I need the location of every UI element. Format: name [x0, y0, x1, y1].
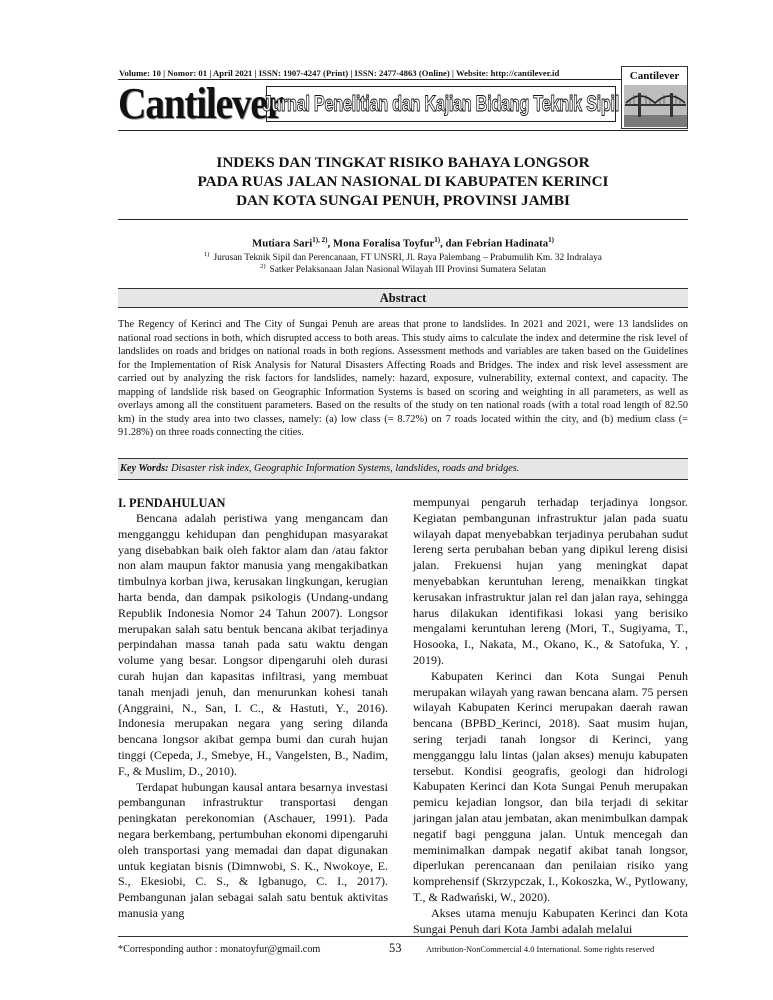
- logo-caption: Cantilever: [629, 70, 680, 82]
- masthead-title: Cantilever: [118, 79, 283, 128]
- author-name: Mona Foralisa Toyfur: [332, 237, 435, 250]
- masthead-subtitle: Jurnal Penelitian dan Kajian Bidang Teknik Sipil: [262, 91, 620, 116]
- left-column: [118, 495, 388, 922]
- journal-logo: [621, 66, 688, 129]
- bridge-icon: [624, 85, 687, 127]
- corresponding-author: *Corresponding author : monatoyfur@gmail.com: [118, 944, 321, 955]
- footer-rule: [118, 936, 688, 937]
- masthead-subtitle-box: [262, 86, 620, 122]
- page-number: 53: [389, 941, 402, 955]
- title-line: PADA RUAS JALAN NASIONAL DI KABUPATEN KERINCI: [197, 173, 609, 190]
- abstract-heading: Abstract: [118, 288, 688, 308]
- keywords-bar: [118, 458, 688, 480]
- body-paragraph: Terdapat hubungan kausal antara besarnya investasi pembangunan infrastruktur transportasi dengan peningkatan perekonomian (Aschauer, 1991). Pada negara berkembang, pertumbuhan ekonomi dipengaruhi oleh transportasi yang memadai dan dapat digunakan untuk kegiatan bisnis (Dimnwobi, S. K., Nwokoye, E. S., Ekesiobi, C. S., & Igbanugo, C. I., 2017). Pembangunan jalan sebagai salah satu bentuk aktivitas manusia yang: [118, 779, 388, 920]
- section-heading: I. PENDAHULUAN: [118, 496, 226, 510]
- abstract-text: The Regency of Kerinci and The City of Sungai Penuh are areas that prone to landslides. In 2021 and 2021, were 13 landslides on national road sections in both, which disrupted access to both areas. This study aims to calculate the index and determine the risk level of landslides on roads and bridges on national roads in both regions. Assessment methods and variables are taken based on the Guidelines for the Implementation of Risk Analysis for Natural Disasters Affecting Roads and Bridges. The index and risk level assessment are carried out by analyzing the risk factors for landslides, namely: hazard, exposure, vulnerability, external context, and capacity. The mapping of landslide risk based on Geographic Information Systems is based on scoring and weighting in all parameters, as well as overlays among all the constituent parameters. Based on the results of the study on ten national roads (with a total road length of 82.50 km) in the study area into two classes, namely: (a) low class (= 8.72%) on 7 roads located within the city, and (b) medium class (= 91.28%) on three roads connecting the cities.: [118, 319, 688, 438]
- license-note: Attribution-NonCommercial 4.0 International. Some rights reserved: [426, 945, 655, 954]
- author-sup: 1), 2): [312, 236, 328, 244]
- affiliation: [118, 263, 688, 275]
- affiliation-text: Jurusan Teknik Sipil dan Perencanaan, FT UNSRI, Jl. Raya Palembang – Prabumulih Km. 32 Indralaya: [213, 253, 602, 264]
- author-sep: ,: [327, 237, 333, 250]
- right-column: [413, 495, 688, 937]
- keywords-text: Disaster risk index, Geographic Information Systems, landslides, roads and bridges.: [171, 463, 520, 474]
- author-sep: , dan: [440, 237, 466, 250]
- author-sup: 1): [548, 236, 554, 244]
- body-paragraph: Kabupaten Kerinci dan Kota Sungai Penuh merupakan wilayah yang rawan bencana alam. 75 persen wilayah Kabupaten Kerinci merupakan daerah rawan bencana (BPBD_Kerinci, 2018). Saat musim hujan, sering terjadi tanah longsor di Kerinci, yang mengganggu lalu lintas (jalan akses) menuju kabupaten tersebut. Kondisi geografis, geologi dan hidrologi Kabupaten Kerinci dan Kota Sungai Penuh merupakan pemicu kejadian longsor, dan bila terjadi di sekitar jaringan jalan atau jembatan, akan menimbulkan dampak negatif bagi pengguna jalan. Untuk mencegah dan meminimalkan dampak negatif akibat tanah longsor, diperlukan perencanaan dan penilaian risiko yang komprehensif (Skrzypczak, I., Kokoszka, W., Pytlowany, T., & Radwański, W., 2020).: [413, 668, 688, 904]
- keywords-label: Key Words:: [120, 463, 169, 474]
- body-paragraph: Bencana adalah peristiwa yang mengancam dan mengganggu kehidupan dan penghidupan masyarakat yang disebabkan baik oleh faktor alam dan /atau faktor non alam maupun faktor manusia yang mengakibatkan timbulnya korban jiwa, kerusakan lingkungan, kerugian harta benda, dan dampak psikologis (Undang-undang Republik Indonesia Nomor 24 Tahun 2007). Longsor merupakan salah satu bentuk bencana akibat terjadinya perpindahan massa tanah pada satu waktu dengan volume yang besar. Longsor dipengaruhi oleh durasi curah hujan dan kapasitas infiltrasi, yang membuat tanah menjadi jenuh, dan menurunkan kohesi tanah (Anggraini, N., San, I. C., & Hastuti, Y., 2016). Indonesia merupakan negara yang sering dilanda bencana longsor akibat gempa bumi dan curah hujan tinggi (Cepeda, J., Smebye, H., Vangelsten, B., Nadim, F., & Muslim, D., 2010).: [118, 511, 388, 778]
- affiliation: [118, 251, 688, 263]
- body-paragraph: mempunyai pengaruh terhadap terjadinya longsor. Kegiatan pembangunan infrastruktur jalan pada suatu wilayah dapat menyebabkan terjadinya perubahan sudut lereng serta perubahan beban yang dipikul lereng disisi jalan. Frekuensi hujan yang meningkat dapat menyebabkan keruntuhan lereng, menaikkan tingkat kerusakan infrastruktur jalan rel dan jalan raya, sehingga harus dilakukan identifikasi lokasi yang berisiko mengalami keruntuhan lereng (Mori, T., Sugiyama, T., Hosooka, I., Nakata, M., Okano, K., & Satofuka, Y. , 2019).: [413, 495, 688, 667]
- title-line: DAN KOTA SUNGAI PENUH, PROVINSI JAMBI: [236, 192, 570, 209]
- author-name: Mutiara Sari: [252, 237, 313, 250]
- article-title: [118, 153, 688, 210]
- affiliation-sup: 2): [260, 263, 266, 270]
- header-rule-bottom: [118, 130, 688, 131]
- author-name: Febrian Hadinata: [465, 237, 549, 250]
- author-sup: 1): [434, 236, 441, 244]
- affiliation-text: Satker Pelaksanaan Jalan Nasional Wilayah III Provinsi Sumatera Selatan: [269, 265, 546, 276]
- author-list: [118, 236, 688, 250]
- title-line: INDEKS DAN TINGKAT RISIKO BAHAYA LONGSOR: [216, 154, 590, 171]
- journal-info-line: Volume: 10 | Nomor: 01 | April 2021 | ISSN: 1907-4247 (Print) | ISSN: 2477-4863 (Online) | Website: http://cantilever.id: [119, 68, 560, 78]
- title-rule: [118, 219, 688, 220]
- body-paragraph: Akses utama menuju Kabupaten Kerinci dan Kota Sungai Penuh dari Kota Jambi adalah melalui: [413, 905, 688, 936]
- affiliation-sup: 1): [204, 251, 210, 258]
